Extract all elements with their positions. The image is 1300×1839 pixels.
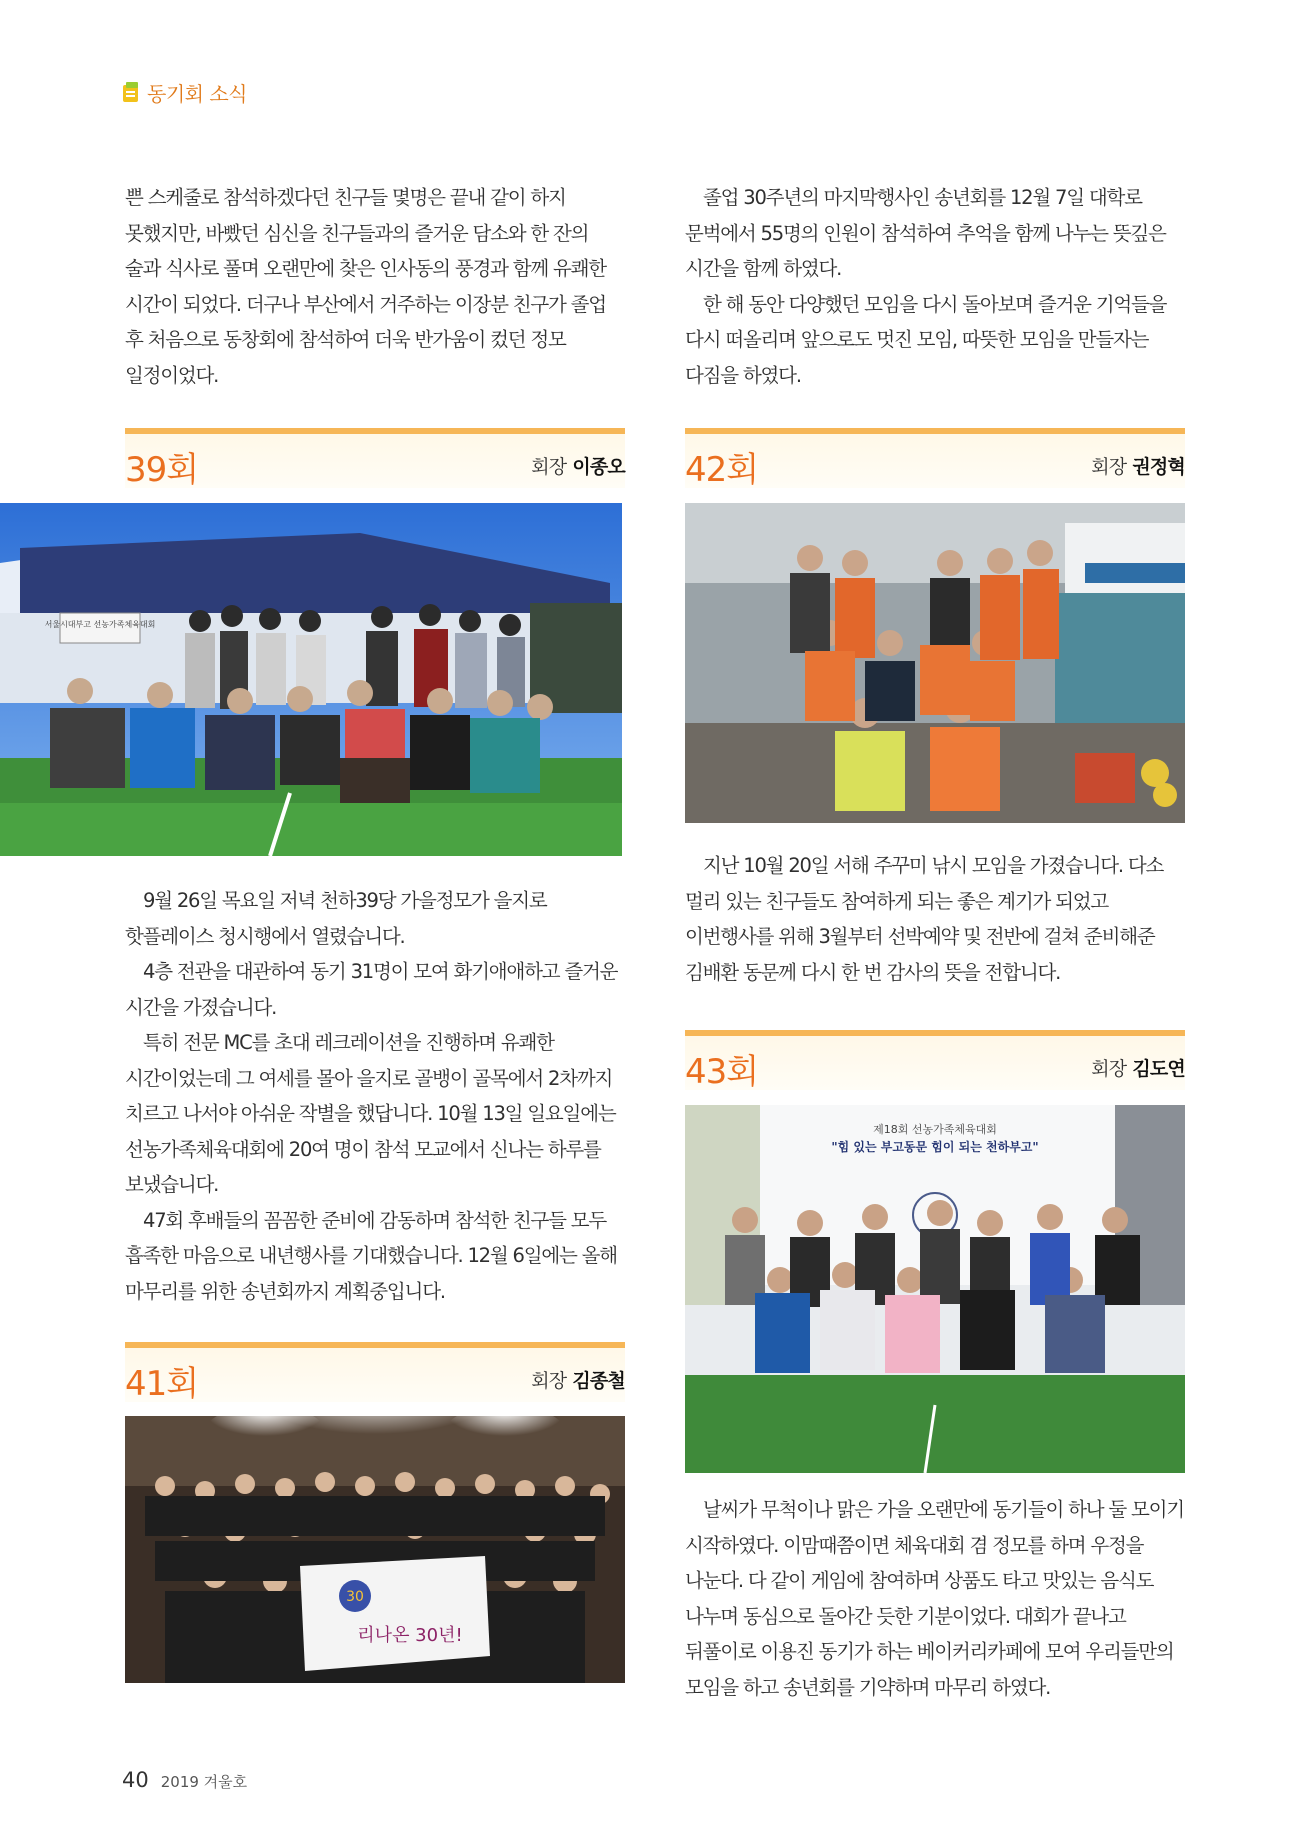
class-39-banner-text: 서울시대부고 선농가족체육대회: [44, 620, 156, 629]
class-39-paragraph: 9월 26일 목요일 저녁 천하39당 가을정모가 을지로 핫플레이스 청시행에서 열렸습니다.: [125, 889, 547, 948]
class-39-paragraph: 4층 전관을 대관하여 동기 31명이 모여 화기애애하고 즐거운 시간을 가졌습니다.: [125, 960, 618, 1019]
president-title: 회장: [1091, 456, 1127, 478]
class-39-photo: [0, 503, 622, 856]
right-intro: [685, 180, 1185, 393]
class-39-president: [531, 452, 625, 479]
left-intro: [125, 180, 625, 393]
class-42-president: [1091, 452, 1185, 479]
class-39-paragraph: 특히 전문 MC를 초대 레크레이션을 진행하며 유쾌한 시간이었는데 그 여세를 몰아 을지로 골뱅이 골목에서 2차까지 치르고 나서야 아쉬운 작별을 했답니다. 10월 13일 일요일에는 선농가족체육대회에 20여 명이 참석 모교에서 신나는 하루를 보냈습니다.: [125, 1031, 616, 1196]
class-42-header: [685, 428, 1185, 488]
president-name: 이종오: [572, 456, 625, 478]
section-title: 동기회 소식: [147, 81, 247, 106]
page-footer: [122, 1768, 247, 1796]
class-43-banner-line2: "힘 있는 부고동문 힘이 되는 천하부고": [831, 1140, 1039, 1154]
president-title: 회장: [531, 1370, 567, 1392]
president-title: 회장: [531, 456, 567, 478]
right-intro-paragraph: 한 해 동안 다양했던 모임을 다시 돌아보며 즐거운 기억들을 다시 떠올리며 앞으로도 멋진 모임, 따뜻한 모임을 만들자는 다짐을 하였다.: [685, 292, 1167, 387]
class-41-banner-text: 리나온 30년!: [357, 1625, 463, 1646]
president-title: 회장: [1091, 1058, 1127, 1080]
president-name: 권정혁: [1132, 456, 1185, 478]
class-39-paragraph: 47회 후배들의 꼼꼼한 준비에 감동하며 참석한 친구들 모두 흡족한 마음으로 내년행사를 기대했습니다. 12월 6일에는 올해 마무리를 위한 송년회까지 계획중입니다.: [125, 1208, 617, 1303]
president-name: 김종철: [572, 1370, 625, 1392]
class-42-label: 42회: [685, 450, 759, 490]
page-number: 40: [122, 1768, 149, 1792]
class-41-label: 41회: [125, 1364, 199, 1404]
class-41-header: [125, 1342, 625, 1402]
class-39-text: [125, 883, 625, 1309]
left-intro-paragraph: 쁜 스케줄로 참석하겠다던 친구들 몇명은 끝내 같이 하지 못했지만, 바빴던 심신을 친구들과의 즐거운 담소와 한 잔의 술과 식사로 풀며 오랜만에 찾은 인사동의 풍경과 함께 유쾌한 시간이 되었다. 더구나 부산에서 거주하는 이장분 친구가 졸업 후 처음으로 동창회에 참석하여 더욱 반가움이 컸던 정모 일정이었다.: [125, 186, 606, 387]
class-43-president: [1091, 1054, 1185, 1081]
class-43-label: 43회: [685, 1052, 759, 1092]
issue-label: 2019 겨울호: [160, 1773, 248, 1791]
class-39-header: [125, 428, 625, 488]
class-43-header: [685, 1030, 1185, 1090]
class-43-banner-line1: 제18회 선농가족체육대회: [873, 1123, 997, 1136]
class-43-paragraph: 날씨가 무척이나 맑은 가을 오랜만에 동기들이 하나 둘 모이기 시작하였다. 이맘때쯤이면 체육대회 겸 정모를 하며 우정을 나눈다. 다 같이 게임에 참여하며 상품도 타고 맛있는 음식도 나누며 동심으로 돌아간 듯한 기분이었다. 대회가 끝나고 뒤풀이로 이용진 동기가 하는 베이커리카페에 모여 우리들만의 모임을 하고 송년회를 기약하며 마무리 하였다.: [685, 1498, 1184, 1699]
section-header: [122, 76, 247, 108]
class-42-paragraph: 지난 10월 20일 서해 주꾸미 낚시 모임을 가졌습니다. 다소 멀리 있는 친구들도 참여하게 되는 좋은 계기가 되었고 이번행사를 위해 3월부터 선박예약 및 전반에 걸쳐 준비해준 김배환 동문께 다시 한 번 감사의 뜻을 전합니다.: [685, 854, 1164, 984]
class-43-photo: [685, 1105, 1185, 1473]
class-39-label: 39회: [125, 450, 199, 490]
class-43-text: [685, 1492, 1185, 1705]
right-intro-paragraph: 졸업 30주년의 마지막행사인 송년회를 12월 7일 대학로 문벅에서 55명의 인원이 참석하여 추억을 함께 나누는 뜻깊은 시간을 함께 하였다.: [685, 186, 1166, 280]
class-42-text: [685, 848, 1185, 990]
class-41-president: [531, 1366, 625, 1393]
svg-text:30: 30: [346, 1589, 364, 1605]
class-42-photo: [685, 503, 1185, 823]
class-41-photo: [125, 1416, 625, 1683]
president-name: 김도연: [1132, 1058, 1185, 1080]
note-icon: [122, 81, 140, 103]
